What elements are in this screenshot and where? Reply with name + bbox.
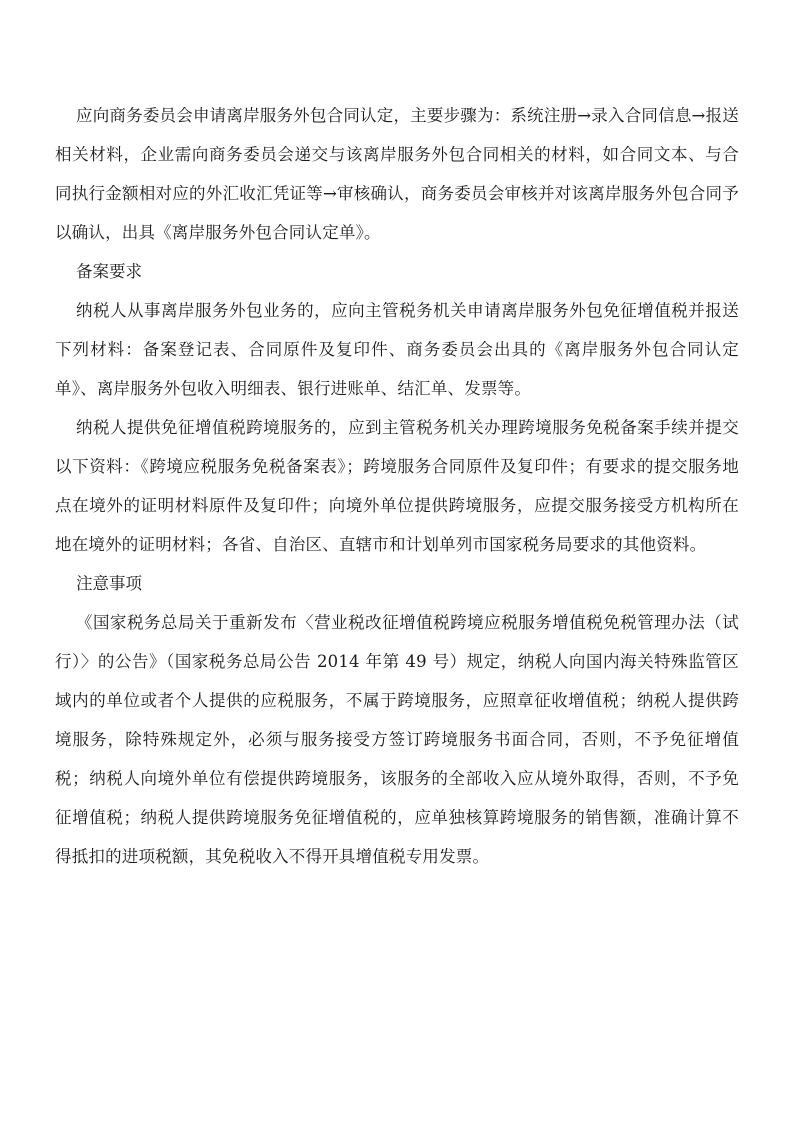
heading-notes: 注意事项 (76, 574, 142, 593)
paragraph-announcement-rules: 《国家税务总局关于重新发布〈营业税改征增值税跨境应税服务增值税免税管理办法（试行）〉的公告》（国家税务总局公告 2014 年第 49 号）规定，纳税人向国内海关特殊监管区域内的单位或者个人提供的应税服务，不属于跨境服务，应照章征收增值税；纳税人提供跨境服务，除特殊规定外，必须与服务接受方签订跨境服务书面合同，否则，不予免征增值税；纳税人向境外单位有偿提供跨境服务，该服务的全部收入应从境外取得，否则，不予免征增值税；纳税人提供跨境服务免征增值税的，应单独核算跨境服务的销售额，准确计算不得抵扣的进项税额，其免税收入不得开具增值税专用发票。 (55, 613, 739, 866)
document-body (55, 96, 739, 876)
heading-filing-requirements: 备案要求 (76, 262, 142, 281)
paragraph-contract-certification: 应向商务委员会申请离岸服务外包合同认定，主要步骤为：系统注册→录入合同信息→报送相关材料，企业需向商务委员会递交与该离岸服务外包合同相关的材料，如合同文本、与合同执行金额相对应的外汇收汇凭证等→审核确认，商务委员会审核并对该离岸服务外包合同予以确认，出具《离岸服务外包合同认定单》。 (55, 106, 739, 242)
paragraph-cross-border-filing: 纳税人提供免征增值税跨境服务的，应到主管税务机关办理跨境服务免税备案手续并提交以下资料：《跨境应税服务免税备案表》；跨境服务合同原件及复印件；有要求的提交服务地点在境外的证明材料原件及复印件；向境外单位提供跨境服务，应提交服务接受方机构所在地在境外的证明材料；各省、自治区、直辖市和计划单列市国家税务局要求的其他资料。 (55, 418, 739, 554)
paragraph-offshore-filing-materials: 纳税人从事离岸服务外包业务的，应向主管税务机关申请离岸服务外包免征增值税并报送下列材料：备案登记表、合同原件及复印件、商务委员会出具的《离岸服务外包合同认定单》、离岸服务外包收入明细表、银行进账单、结汇单、发票等。 (55, 301, 739, 398)
